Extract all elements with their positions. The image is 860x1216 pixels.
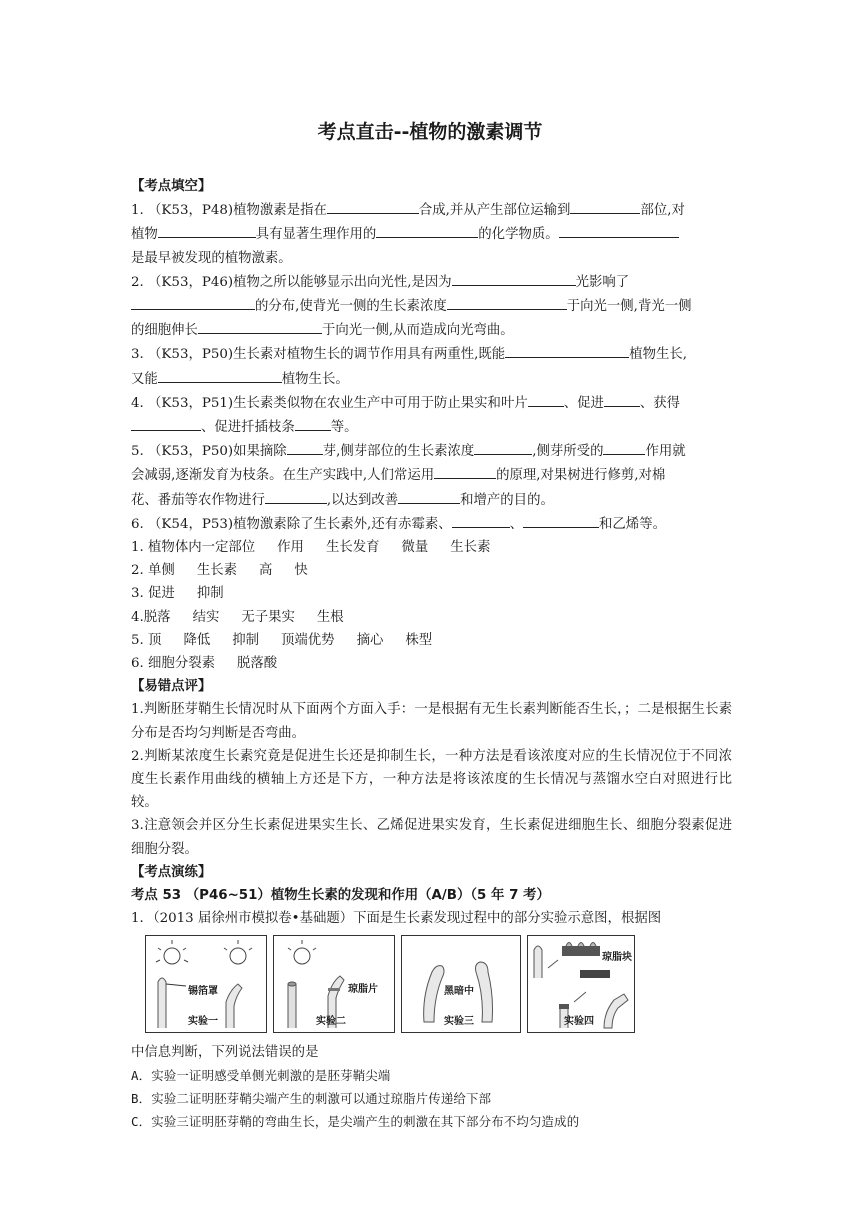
fill-question-5-end: [131, 488, 732, 512]
option-c: C．实验三证明胚芽鞘的弯曲生长，是尖端产生的刺激在其下部分布不均匀造成的: [131, 1114, 580, 1130]
text: 的原理,对果树进行修剪,对棉: [496, 468, 666, 484]
text: 等。: [330, 420, 358, 436]
text: 于向光一侧,从而造成向光弯曲。: [321, 323, 514, 339]
blank: [447, 294, 567, 310]
error-note-2: 2.判断某浓度生长素究竟是促进生长还是抑制生长，一种方法是看该浓度对应的生长情况位于不同浓度生长素作用曲线的横轴上方还是下方，一种方法是将该浓度的生长情况与蒸馏水空白对照进行比较。: [131, 748, 732, 811]
text: 植物: [131, 227, 158, 243]
answer-word: 植物体内一定部位: [148, 540, 256, 556]
answer-word: 作用: [277, 540, 304, 556]
error-note-1: 1.判断胚芽鞘生长情况时从下面两个方面入手：一是根据有无生长素判断能否生长，；二是根据生长素分布是否均匀判断是否弯曲。: [131, 702, 732, 741]
blank: [398, 488, 460, 504]
text: 和乙烯等。: [599, 516, 666, 532]
error-note-3: 3.注意领会并区分生长素促进果实生长、乙烯促进果实发育，生长素促进细胞生长、细胞分裂素促进细胞分裂。: [131, 818, 732, 857]
page-title: 考点直击--植物的激素调节: [317, 121, 543, 143]
blank: [452, 270, 576, 286]
answer-number: 1.: [131, 540, 149, 556]
fill-question-5: [131, 439, 732, 463]
answer-word: 脱落酸: [237, 656, 278, 672]
foil-cap-label: 锡箔罩: [188, 985, 218, 997]
experiment-4-panel: [527, 935, 635, 1033]
answer-list: [131, 536, 732, 675]
practice-topic-heading: 考点 53 （P46~51）植物生长素的发现和作用（A/B）（5 年 7 考）: [131, 888, 550, 904]
blank: [198, 318, 322, 334]
text: 5. （K53，P50)如果摘除: [131, 444, 287, 460]
blank: [604, 391, 640, 407]
experiment-3-panel: [401, 935, 521, 1033]
blank: [505, 342, 629, 358]
section-practice-heading: 【考点演练】: [131, 864, 212, 880]
text: 、获得: [639, 395, 681, 411]
text: 、: [509, 516, 524, 532]
blank: [287, 439, 323, 455]
fill-question-3: [131, 342, 732, 366]
answer-options: [131, 1064, 732, 1134]
answer-word: 生长素: [196, 563, 237, 579]
blank: [570, 198, 640, 214]
fill-question-1: [131, 198, 732, 222]
fill-question-3-cont: [131, 367, 732, 391]
answer-word: 无子果实: [241, 609, 295, 625]
content-column: [131, 175, 732, 1133]
text: 3. （K53，P50)生长素对植物生长的调节作用具有两重性,既能: [131, 347, 506, 363]
blank: [452, 512, 510, 528]
blank: [603, 439, 645, 455]
fill-question-5-cont: [131, 463, 732, 487]
blank: [158, 367, 282, 383]
answer-word: 株型: [405, 632, 433, 648]
text: 、促进: [563, 395, 604, 411]
answer-line: [131, 582, 732, 605]
text: 花、番茄等农作物进行: [131, 492, 265, 508]
blank: [265, 488, 327, 504]
text: ,以达到改善: [326, 492, 399, 508]
answer-word: 抑制: [232, 632, 259, 648]
fill-question-4: [131, 391, 732, 415]
blank: [295, 415, 331, 431]
text: 的化学物质。: [478, 227, 559, 243]
fill-question-2-end: [131, 318, 732, 342]
answer-word: 顶端优势: [281, 632, 335, 648]
section-errors-heading: 【易错点评】: [131, 679, 212, 695]
text: 光影响了: [575, 274, 630, 290]
experiment-figure: [145, 933, 745, 1039]
option-a: A．实验一证明感受单侧光刺激的是胚芽鞘尖端: [131, 1067, 391, 1083]
text: 、促进扦插枝条: [201, 420, 295, 436]
fill-question-2: [131, 270, 732, 294]
answer-word: 高: [259, 563, 273, 579]
blank: [559, 222, 679, 238]
answer-word: 单侧: [148, 563, 175, 579]
dark-label: 黑暗中: [444, 985, 474, 997]
answer-word: 降低: [183, 632, 211, 648]
text: 部位,对: [640, 203, 685, 219]
question-stem-cont: 中信息判断，下列说法错误的是: [131, 1044, 319, 1060]
answer-line: [131, 606, 732, 629]
blank: [474, 439, 532, 455]
text: 4. （K53，P51)生长素类似物在农业生产中可用于防止果实和叶片: [131, 395, 528, 411]
answer-word: 摘心: [356, 632, 384, 648]
fill-question-2-cont: [131, 294, 732, 318]
text: 6. （K54，P53)植物激素除了生长素外,还有赤霉素、: [131, 516, 452, 532]
text: 的分布,使背光一侧的生长素浓度: [255, 299, 447, 315]
agar-block-label: 琼脂块: [602, 951, 632, 963]
fill-question-1-end: 是最早被发现的植物激素。: [131, 250, 292, 266]
blank: [158, 222, 256, 238]
question-stem: 1．（2013 届徐州市模拟卷•基础题）下面是生长素发现过程中的部分实验示意图，根据图: [131, 911, 662, 927]
answer-word: 快: [294, 563, 308, 579]
text: 1. （K53，P48)植物激素是指在: [131, 203, 327, 219]
blank: [523, 512, 599, 528]
answer-number: 6.: [131, 656, 149, 672]
answer-word: 脱落: [143, 609, 171, 625]
experiment-1-panel: [145, 935, 267, 1033]
answer-line: [131, 536, 732, 559]
text: 2. （K53，P46)植物之所以能够显示出向光性,是因为: [131, 274, 452, 290]
text: 会减弱,逐渐发育为枝条。在生产实践中,人们常运用: [131, 468, 435, 484]
experiment-3-caption: 实验三: [444, 1016, 474, 1028]
answer-word: 抑制: [196, 586, 224, 602]
text: ,侧芽所受的: [532, 444, 604, 460]
text: 植物生长,: [629, 347, 688, 363]
answer-line: [131, 629, 732, 652]
fill-question-6: [131, 512, 732, 536]
blank: [327, 198, 419, 214]
answer-word: 生根: [316, 609, 344, 625]
text: 具有显著生理作用的: [255, 227, 377, 243]
answer-number: 2.: [131, 563, 149, 579]
answer-number: 4.: [131, 609, 144, 625]
answer-number: 3.: [131, 586, 149, 602]
answer-word: 生长发育: [325, 540, 380, 556]
text: 的细胞伸长: [131, 323, 198, 339]
agar-sheet-label: 琼脂片: [348, 983, 378, 995]
text: 合成,并从产生部位运输到: [418, 203, 571, 219]
text: 植物生长。: [281, 371, 349, 387]
answer-word: 顶: [148, 632, 162, 648]
blank: [131, 415, 201, 431]
answer-word: 微量: [401, 540, 429, 556]
fill-question-4-cont: [131, 415, 732, 439]
experiment-1-caption: 实验一: [188, 1016, 218, 1028]
answer-word: 促进: [148, 586, 175, 602]
blank: [528, 391, 564, 407]
answer-word: 细胞分裂素: [148, 656, 215, 672]
answer-number: 5.: [131, 632, 149, 648]
blank: [434, 463, 496, 479]
blank: [376, 222, 478, 238]
answer-line: [131, 652, 732, 675]
experiment-2-panel: [273, 935, 395, 1033]
text: 又能: [131, 371, 158, 387]
answer-line: [131, 559, 732, 582]
experiment-2-caption: 实验二: [316, 1016, 346, 1028]
experiment-4-caption: 实验四: [564, 1016, 594, 1028]
section-fill-heading: 【考点填空】: [131, 179, 212, 194]
text: 和增产的目的。: [460, 492, 554, 508]
option-b: B．实验二证明胚芽鞘尖端产生的刺激可以通过琼脂片传递给下部: [131, 1090, 492, 1106]
text: 于向光一侧,背光一侧: [566, 299, 692, 315]
blank: [131, 294, 255, 310]
fill-question-1-cont: [131, 222, 732, 246]
answer-word: 结实: [192, 609, 220, 625]
text: 作用就: [645, 444, 686, 460]
text: 芽,侧芽部位的生长素浓度: [322, 444, 475, 460]
answer-word: 生长素: [450, 540, 491, 556]
